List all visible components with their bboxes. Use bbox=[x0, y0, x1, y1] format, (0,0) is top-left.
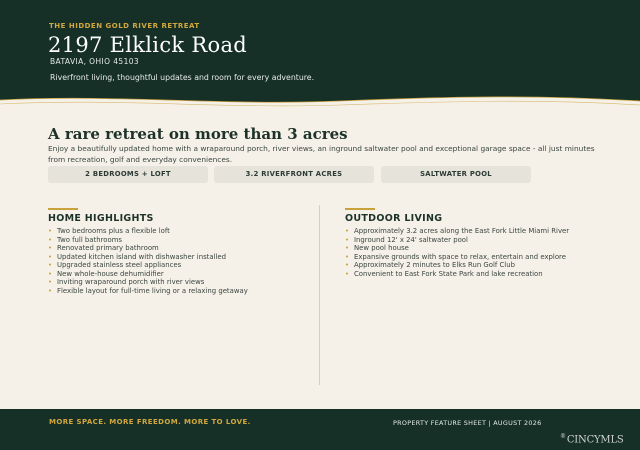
column-divider bbox=[319, 205, 320, 385]
location-text: BATAVIA, OHIO 45103 bbox=[50, 57, 140, 66]
list-item: • New pool house bbox=[345, 244, 605, 253]
list-item: • New whole-house dehumidifier bbox=[48, 270, 293, 279]
outdoor-living-list bbox=[345, 227, 605, 278]
home-highlights-list bbox=[48, 227, 293, 295]
home-highlights-section bbox=[48, 208, 293, 295]
brand-text: CINCYMLS bbox=[566, 434, 624, 446]
section-rule bbox=[48, 208, 78, 210]
list-item: • Flexible layout for full-time living or a relaxing getaway bbox=[48, 287, 293, 296]
bedrooms-pill: 2 BEDROOMS + LOFT bbox=[48, 166, 208, 183]
list-item: • Two bedrooms plus a flexible loft bbox=[48, 227, 293, 236]
intro-paragraph: Enjoy a beautifully updated home with a wraparound porch, river views, an inground saltwater pool and exceptional garage space - all just minutes from recreation, golf and everyday conveniences. bbox=[48, 144, 595, 164]
list-item: • Approximately 3.2 acres along the East Fork Little Miami River bbox=[345, 227, 605, 236]
section-rule bbox=[345, 208, 375, 210]
acres-pill: 3.2 RIVERFRONT ACRES bbox=[214, 166, 374, 183]
footer-meta: PROPERTY FEATURE SHEET | AUGUST 2026 bbox=[393, 419, 542, 427]
list-item: • Updated kitchen island with dishwasher installed bbox=[48, 253, 293, 262]
registered-mark: ® bbox=[560, 433, 566, 440]
footer-slogan: MORE SPACE. MORE FREEDOM. MORE TO LOVE. bbox=[49, 418, 251, 426]
list-item: • Inground 12' x 24' saltwater pool bbox=[345, 236, 605, 245]
list-item: • Approximately 2 minutes to Elks Run Golf Club bbox=[345, 261, 605, 270]
page-title: 2197 Elklick Road bbox=[48, 33, 248, 57]
main-headline: A rare retreat on more than 3 acres bbox=[48, 125, 348, 143]
outdoor-living-section bbox=[345, 208, 605, 278]
tagline-text: Riverfront living, thoughtful updates and room for every adventure. bbox=[50, 73, 315, 82]
footer-banner bbox=[0, 409, 640, 450]
outdoor-living-heading: OUTDOOR LIVING bbox=[345, 213, 443, 224]
list-item: • Two full bathrooms bbox=[48, 236, 293, 245]
wave-decoration bbox=[0, 92, 640, 122]
list-item: • Expansive grounds with space to relax, entertain and explore bbox=[345, 253, 605, 262]
list-item: • Convenient to East Fork State Park and lake recreation bbox=[345, 270, 605, 279]
list-item: • Renovated primary bathroom bbox=[48, 244, 293, 253]
list-item: • Upgraded stainless steel appliances bbox=[48, 261, 293, 270]
pool-pill: SALTWATER POOL bbox=[381, 166, 531, 183]
list-item: • Inviting wraparound porch with river views bbox=[48, 278, 293, 287]
home-highlights-heading: HOME HIGHLIGHTS bbox=[48, 213, 154, 224]
header-banner bbox=[0, 0, 640, 122]
eyebrow-text: THE HIDDEN GOLD RIVER RETREAT bbox=[49, 22, 200, 30]
cincymls-logo bbox=[560, 433, 624, 445]
